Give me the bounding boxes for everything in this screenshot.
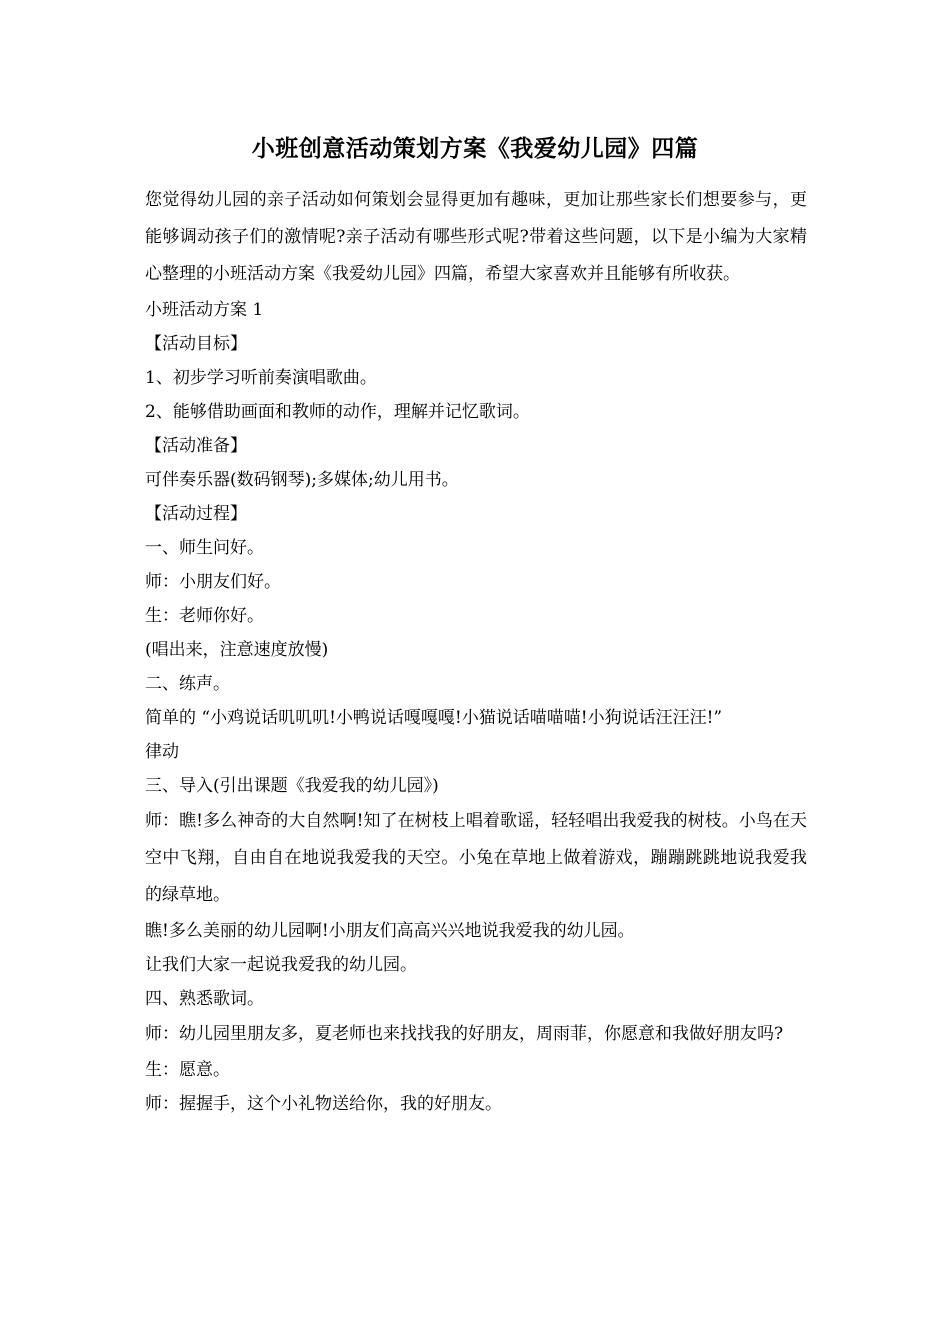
step1-teacher-line: 师：小朋友们好。 — [145, 572, 281, 592]
step4-student-line: 生：愿意。 — [145, 1060, 230, 1080]
step1-note: (唱出来，注意速度放慢) — [145, 640, 329, 660]
document-title: 小班创意活动策划方案《我爱幼儿园》四篇 — [251, 135, 699, 162]
goal-heading: 【活动目标】 — [145, 334, 247, 354]
process-heading: 【活动过程】 — [145, 504, 247, 524]
goal-item-2: 2、能够借助画面和教师的动作，理解并记忆歌词。 — [145, 402, 530, 422]
prep-text: 可伴奏乐器(数码钢琴);多媒体;幼儿用书。 — [145, 470, 459, 490]
document-body — [145, 182, 807, 1121]
step4-teacher-paragraph: 师：幼儿园里朋友多，夏老师也来找找我的好朋友，周雨菲，你愿意和我做好朋友吗? — [145, 1024, 784, 1044]
step3-paragraph: 师：瞧!多么神奇的大自然啊!知了在树枝上唱着歌谣，轻轻唱出我爱我的树枝。小鸟在天空中飞翔，自由自在地说我爱我的天空。小兔在草地上做着游戏，蹦蹦跳跳地说我爱我的绿草地。 — [145, 811, 807, 905]
prep-heading: 【活动准备】 — [145, 436, 247, 456]
step2-tail: 律动 — [145, 742, 179, 762]
step3-line-3: 让我们大家一起说我爱我的幼儿园。 — [145, 955, 417, 975]
step4-teacher-line-2: 师：握握手，这个小礼物送给你，我的好朋友。 — [145, 1094, 502, 1114]
step2-heading: 二、练声。 — [145, 674, 230, 694]
step3-heading: 三、导入(引出课题《我爱我的幼儿园》) — [145, 776, 439, 796]
step1-heading: 一、师生问好。 — [145, 538, 264, 558]
intro-paragraph: 您觉得幼儿园的亲子活动如何策划会显得更加有趣味，更加让那些家长们想要参与，更能够调动孩子们的激情呢?亲子活动有哪些形式呢?带着这些问题，以下是小编为大家精心整理的小班活动方案《我爱幼儿园》四篇，希望大家喜欢并且能够有所收获。 — [145, 190, 807, 284]
step1-student-line: 生：老师你好。 — [145, 606, 264, 626]
section-title: 小班活动方案 1 — [145, 300, 264, 320]
goal-item-1: 1、初步学习听前奏演唱歌曲。 — [145, 368, 377, 388]
step2-text: 简单的 “小鸡说话叽叽叽!小鸭说话嘎嘎嘎!小猫说话喵喵喵!小狗说话汪汪汪!” — [145, 708, 723, 728]
step4-heading: 四、熟悉歌词。 — [145, 989, 264, 1009]
step3-line-2: 瞧!多么美丽的幼儿园啊!小朋友们高高兴兴地说我爱我的幼儿园。 — [145, 921, 635, 941]
